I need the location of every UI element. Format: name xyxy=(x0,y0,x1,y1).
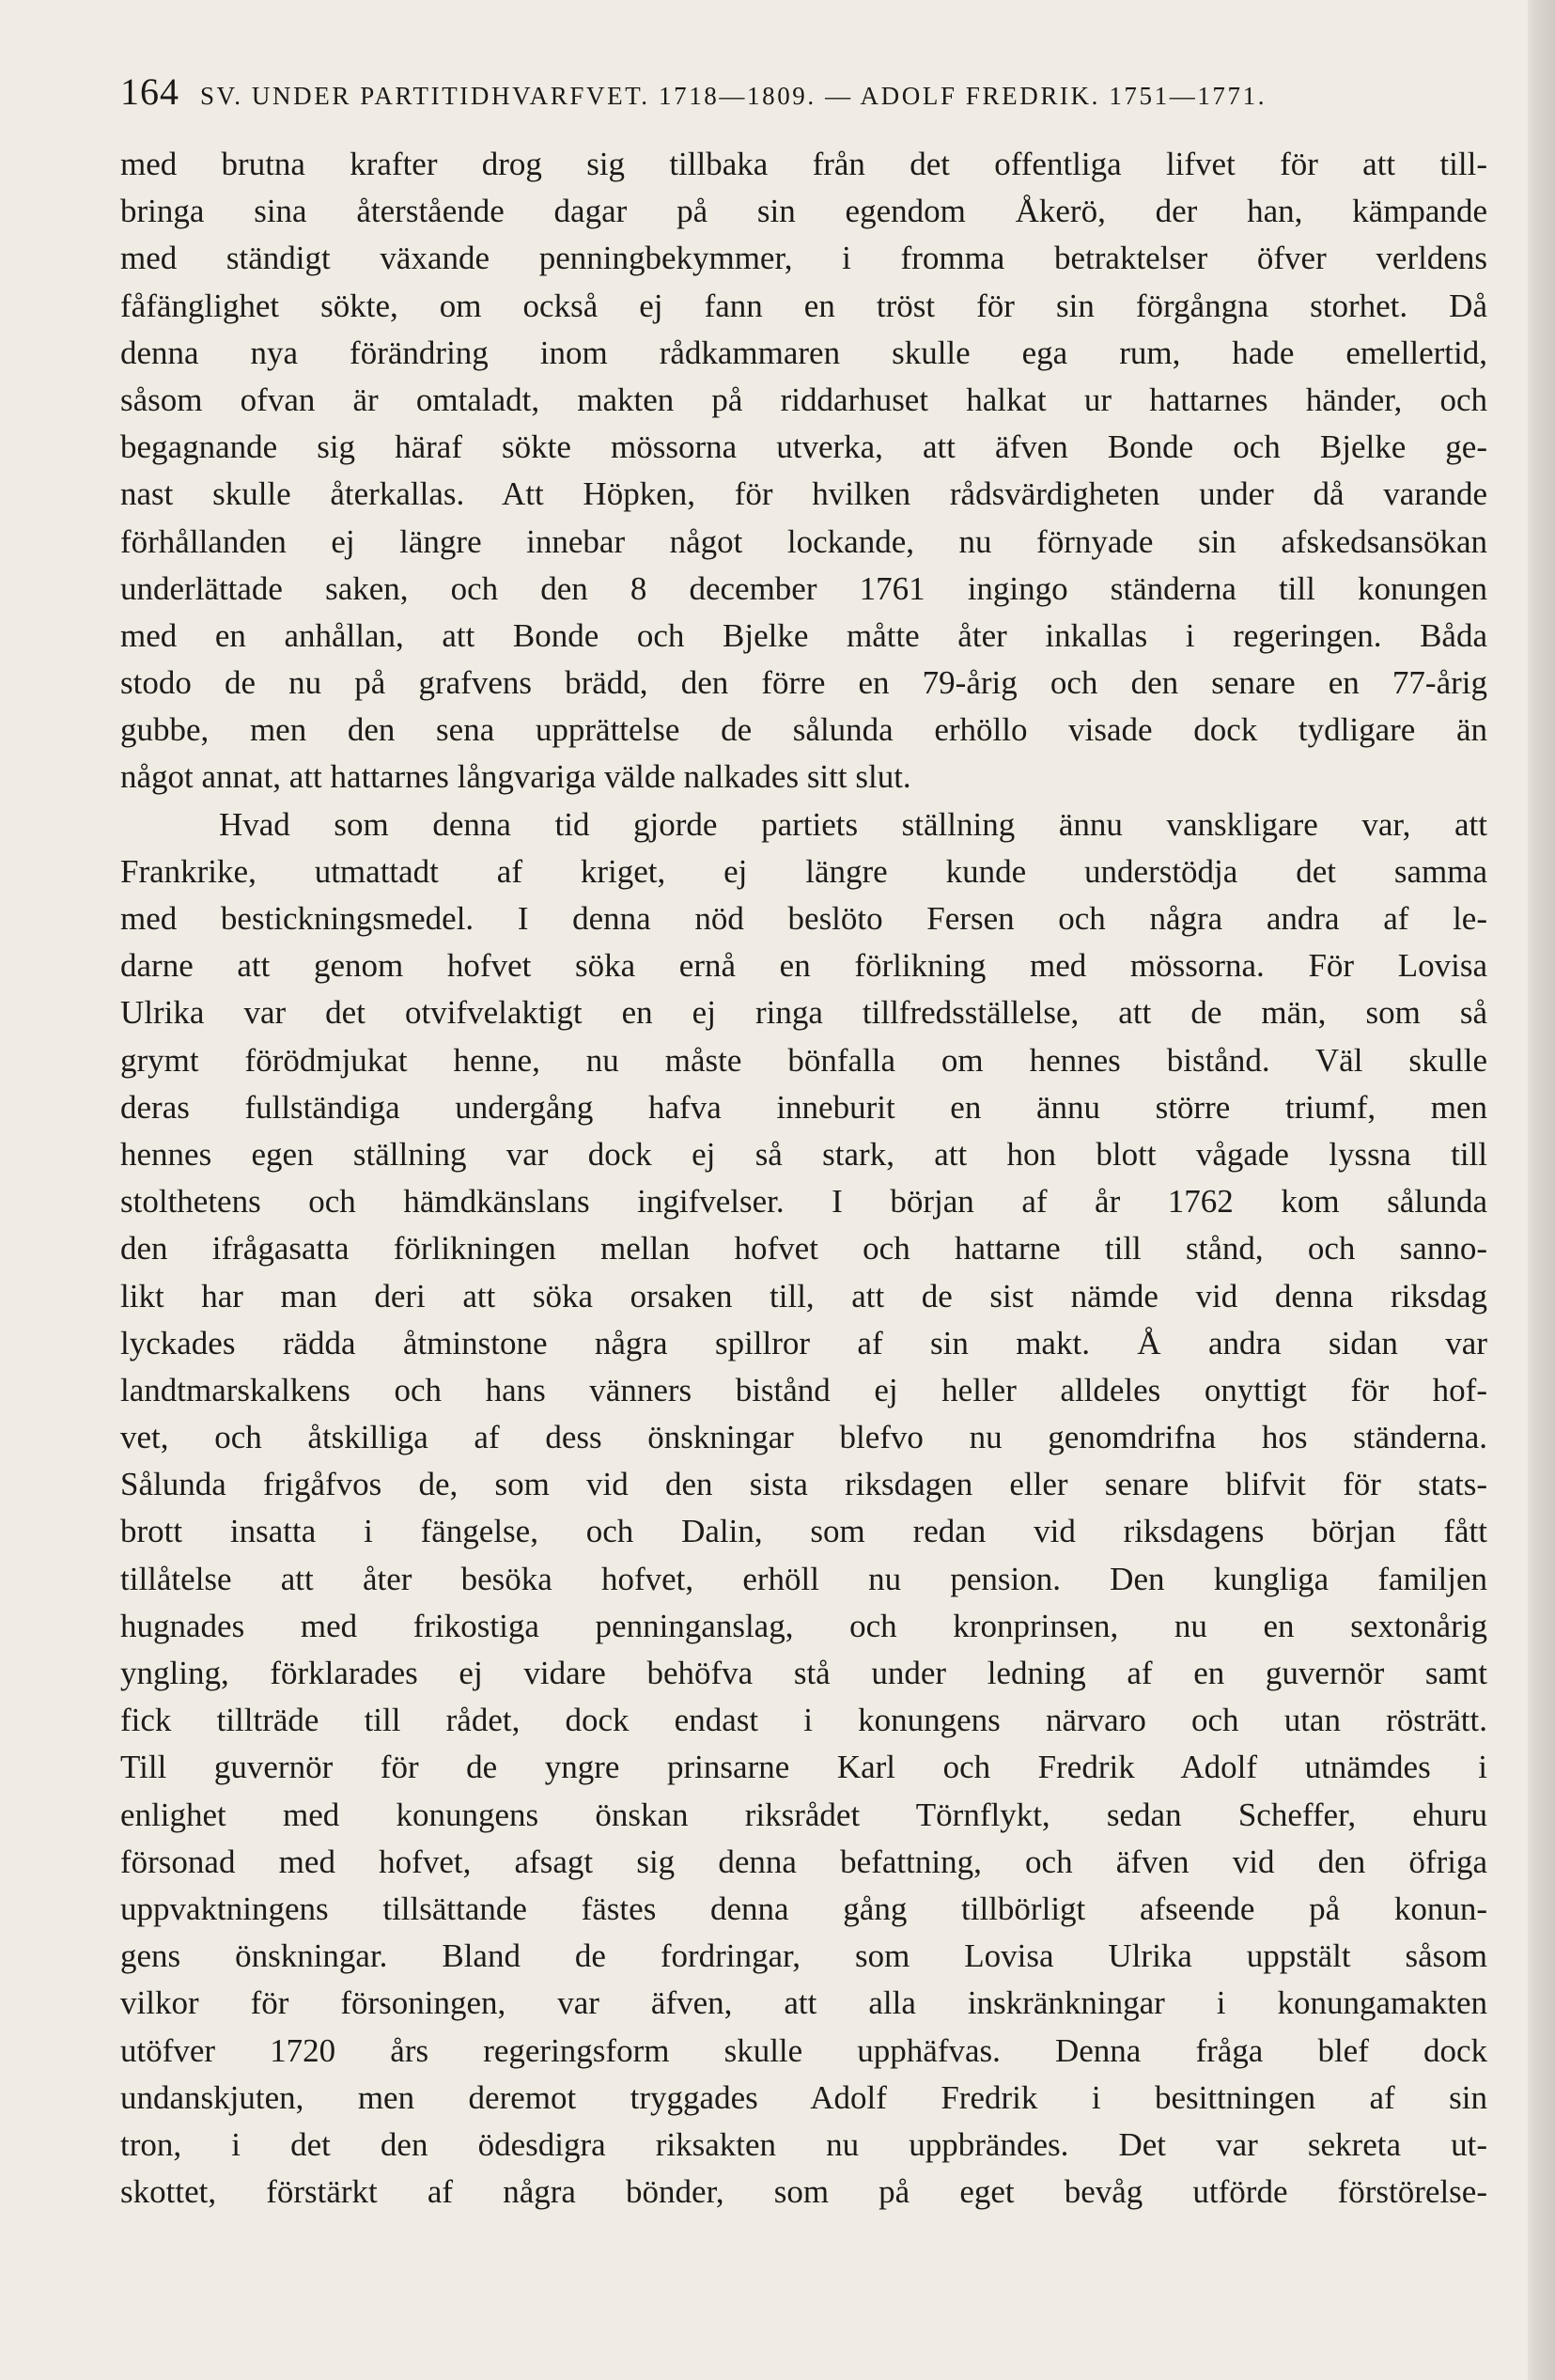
text-line: darne att genom hofvet söka ernå en förlikning med mössorna. För Lovisa xyxy=(120,947,1487,985)
text-line: något annat, att hattarnes långvariga välde nalkades sitt slut. xyxy=(120,758,911,796)
text-line: vilkor för försoningen, var äfven, att alla inskränkningar i konungamakten xyxy=(120,1984,1487,2022)
text-line: begagnande sig häraf sökte mössorna utverka, att äfven Bonde och Bjelke ge- xyxy=(120,428,1487,466)
text-line: gubbe, men den sena upprättelse de sålunda erhöllo visade dock tydligare än xyxy=(120,711,1487,749)
text-line: den ifrågasatta förlikningen mellan hofvet och hattarne till stånd, och sanno- xyxy=(120,1230,1487,1268)
text-line: landtmarskalkens och hans vänners bistånd ej heller alldeles onyttigt för hof- xyxy=(120,1371,1487,1408)
body-text xyxy=(120,141,1487,2216)
text-line: Till guvernör för de yngre prinsarne Karl och Fredrik Adolf utnämdes i xyxy=(120,1749,1487,1786)
text-line: Hvad som denna tid gjorde partiets ställning ännu vanskligare var, att xyxy=(219,805,1487,843)
text-line: såsom ofvan är omtaladt, makten på riddarhuset halkat ur hattarnes händer, och xyxy=(120,381,1487,418)
text-line: Frankrike, utmattadt af kriget, ej längre kunde understödja det samma xyxy=(120,852,1487,890)
text-line: denna nya förändring inom rådkammaren skulle ega rum, hade emellertid, xyxy=(120,334,1487,371)
text-line: med ständigt växande penningbekymmer, i fromma betraktelser öfver verldens xyxy=(120,240,1487,277)
page-number: 164 xyxy=(120,70,179,113)
text-line: enlighet med konungens önskan riksrådet Törnflykt, sedan Scheffer, ehuru xyxy=(120,1796,1487,1833)
page-header xyxy=(120,70,1492,126)
text-line: grymt förödmjukat henne, nu måste bönfalla om hennes bistånd. Väl skulle xyxy=(120,1041,1487,1079)
text-line: med bestickningsmedel. I denna nöd beslöto Fersen och några andra af le- xyxy=(120,900,1487,937)
text-line: uppvaktningens tillsättande fästes denna gång tillbörligt afseende på konun- xyxy=(120,1890,1487,1927)
text-line: fick tillträde till rådet, dock endast i konungens närvaro och utan rösträtt. xyxy=(120,1702,1487,1739)
text-line: undanskjuten, men deremot tryggades Adolf Fredrik i besittningen af sin xyxy=(120,2078,1487,2116)
text-line: underlättade saken, och den 8 december 1761 ingingo ständerna till konungen xyxy=(120,569,1487,607)
text-line: tron, i det den ödesdigra riksakten nu uppbrändes. Det var sekreta ut- xyxy=(120,2125,1487,2163)
text-line: lyckades rädda åtminstone några spillror af sin makt. Å andra sidan var xyxy=(120,1324,1487,1361)
text-line: stodo de nu på grafvens brädd, den förre en 79-årig och den senare en 77-årig xyxy=(120,664,1487,702)
text-line: bringa sina återstående dagar på sin egendom Åkerö, der han, kämpande xyxy=(120,193,1487,230)
text-line: utöfver 1720 års regeringsform skulle upphäfvas. Denna fråga blef dock xyxy=(120,2031,1487,2069)
text-line: hennes egen ställning var dock ej så stark, att hon blott vågade lyssna till xyxy=(120,1135,1487,1173)
text-line: likt har man deri att söka orsaken till, att de sist nämde vid denna riksdag xyxy=(120,1277,1487,1314)
text-line: deras fullständiga undergång hafva inneburit en ännu större triumf, men xyxy=(120,1088,1487,1126)
text-line: förhållanden ej längre innebar något lockande, nu förnyade sin afskedsansökan xyxy=(120,522,1487,560)
text-line: brott insatta i fängelse, och Dalin, som redan vid riksdagens början fått xyxy=(120,1513,1487,1550)
text-line: Ulrika var det otvifvelaktigt en ej ringa tillfredsställelse, att de män, som så xyxy=(120,994,1487,1032)
text-line: gens önskningar. Bland de fordringar, som Lovisa Ulrika uppstält såsom xyxy=(120,1937,1487,1975)
text-line: skottet, förstärkt af några bönder, som på eget bevåg utförde förstörelse- xyxy=(120,2173,1487,2211)
text-line: med en anhållan, att Bonde och Bjelke måtte åter inkallas i regeringen. Båda xyxy=(120,616,1487,654)
text-line: hugnades med frikostiga penninganslag, och kronprinsen, nu en sextonårig xyxy=(120,1607,1487,1644)
text-line: nast skulle återkallas. Att Höpken, för hvilken rådsvärdigheten under då varande xyxy=(120,475,1487,513)
text-line: fåfänglighet sökte, om också ej fann en tröst för sin förgångna storhet. Då xyxy=(120,287,1487,324)
text-line: Sålunda frigåfvos de, som vid den sista riksdagen eller senare blifvit för stats- xyxy=(120,1466,1487,1503)
page-edge-shadow xyxy=(1528,0,1555,2380)
text-line: tillåtelse att åter besöka hofvet, erhöll nu pension. Den kungliga familjen xyxy=(120,1560,1487,1597)
text-line: stolthetens och hämdkänslans ingifvelser. I början af år 1762 kom sålunda xyxy=(120,1183,1487,1221)
text-line: vet, och åtskilliga af dess önskningar blefvo nu genomdrifna hos ständerna. xyxy=(120,1419,1487,1456)
text-line: yngling, förklarades ej vidare behöfva stå under ledning af en guvernör samt xyxy=(120,1655,1487,1691)
running-head: SV. UNDER PARTITIDHVARFVET. 1718—1809. — ADOLF FREDRIK. 1751—1771. xyxy=(200,82,1267,110)
text-line: med brutna krafter drog sig tillbaka från det offentliga lifvet för att till- xyxy=(120,146,1487,182)
text-line: försonad med hofvet, afsagt sig denna befattning, och äfven vid den öfriga xyxy=(120,1843,1487,1880)
